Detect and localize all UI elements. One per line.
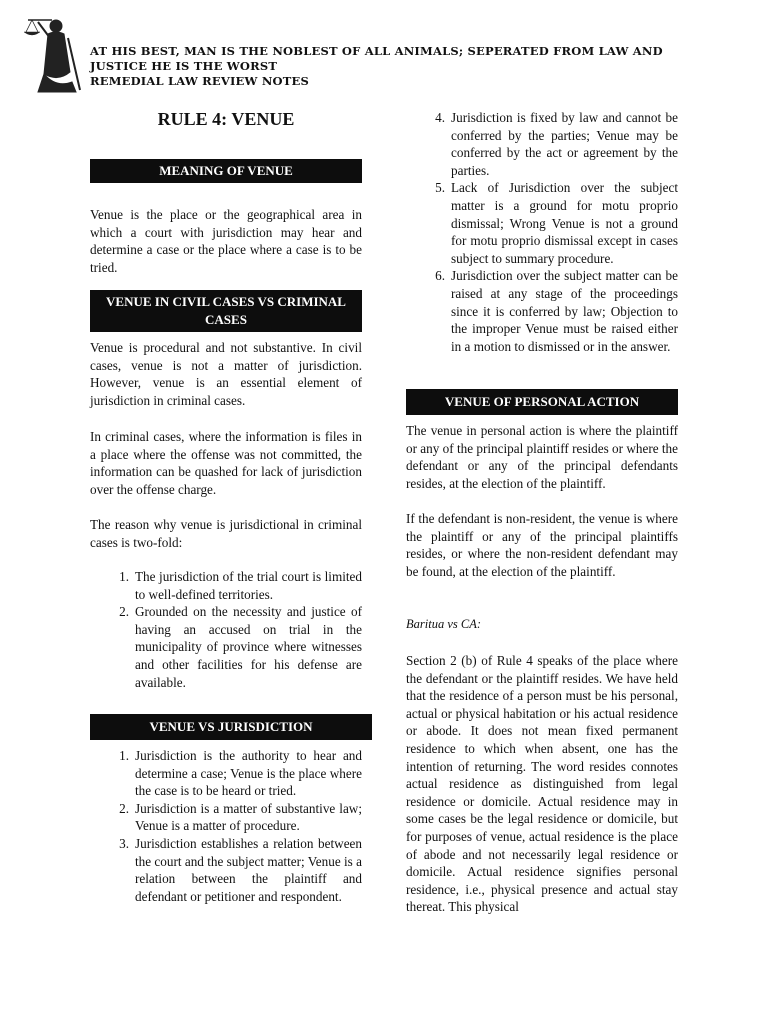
two-fold-list [107, 568, 362, 691]
personal-action-p2: If the defendant is non-resident, the venue is where the plaintiff or any of the principal plaintiffs resides, or where the non-resident defendant may be found, at the election of the plaintiff. [406, 511, 678, 579]
personal-action-p3: Section 2 (b) of Rule 4 speaks of the place where the defendant or the plaintiff resides. We have held that the residence of a person must be his personal, actual or physical habitation or his actual residence or abode. It does not mean fixed permanent residence to which when absent, one has the intention of returning. The word resides connotes actual residence as distinguished from legal residence or domicile. Actual residence may in some cases be the legal residence or domicile, but for purposes of venue, actual residence is the place of abode and not necessarily legal residence or domicile. Actual residence signifies personal residence, i.e., physical presence and actual stay thereat. This physical [406, 653, 678, 915]
list-number: 5. [435, 180, 445, 196]
header-motto-line1: AT HIS BEST, MAN IS THE NOBLEST OF ALL ANIMALS; SEPERATED FROM LAW AND [90, 44, 663, 58]
list-number: 1. [119, 748, 129, 763]
case-citation: Baritua vs CA: [406, 617, 481, 631]
list-number: 2. [119, 604, 129, 620]
civil-criminal-p3: The reason why venue is jurisdictional in criminal cases is two-fold: [90, 517, 362, 550]
list-number: 1. [119, 569, 129, 584]
venue-jurisdiction-list-right [423, 109, 678, 355]
header-subtitle: REMEDIAL LAW REVIEW NOTES [90, 74, 310, 88]
meaning-heading: MEANING OF VENUE [90, 159, 362, 183]
list-item [107, 568, 362, 603]
list-text: Jurisdiction is a matter of substantive law; Venue is a matter of procedure. [135, 800, 362, 834]
venue-jurisdiction-list-left [107, 747, 362, 905]
list-item [423, 267, 678, 355]
personal-action-p1: The venue in personal action is where the plaintiff or any of the principal plaintiff resides or where the defendant or any of the principal defendants resides, at the election of the plaintiff. [406, 423, 678, 491]
list-item [107, 603, 362, 691]
personal-action-heading: VENUE OF PERSONAL ACTION [406, 389, 678, 415]
civil-criminal-p2: In criminal cases, where the information is files in a place where the offense was not committed, the information can be quashed for lack of jurisdiction over the offense charge. [90, 429, 362, 497]
civil-criminal-heading: VENUE IN CIVIL CASES VS CRIMINAL CASES [90, 290, 362, 332]
list-number: 2. [119, 800, 129, 816]
list-text: Jurisdiction is the authority to hear and determine a case; Venue is the place where the case is to be heard or tried. [135, 748, 362, 799]
header-motto-line2: JUSTICE HE IS THE WORST [90, 59, 278, 73]
meaning-text: Venue is the place or the geographical area in which a court with jurisdiction may hear and determine a case or the place where a case is to be tried. [90, 207, 362, 275]
list-item [107, 835, 362, 905]
page-title: RULE 4: VENUE [157, 109, 295, 129]
list-text: The jurisdiction of the trial court is limited to well-defined territories. [135, 569, 362, 602]
list-number: 4. [435, 110, 445, 125]
civil-criminal-p1: Venue is procedural and not substantive. In civil cases, venue is not a matter of jurisdiction. However, venue is an essential element of jurisdiction in criminal cases. [90, 340, 362, 408]
page-header [90, 44, 710, 89]
list-item [107, 747, 362, 800]
list-text: Jurisdiction over the subject matter can be raised at any stage of the proceedings since it is conferred by law; Objection to the improper Venue must be raised either in a motion to dismissed or in the answer. [451, 268, 678, 354]
list-item [423, 109, 678, 179]
venue-jurisdiction-heading: VENUE VS JURISDICTION [90, 714, 372, 740]
list-text: Jurisdiction establishes a relation between the court and the subject matter; Venue is a relation between the plaintiff and defendant or petitioner and respondent. [135, 835, 362, 904]
list-text: Grounded on the necessity and justice of having an accused on trial in the municipality of province where witnesses and other facilities for his defense are available. [135, 604, 362, 690]
list-item [423, 179, 678, 267]
list-text: Lack of Jurisdiction over the subject matter is a ground for motu proprio dismissal; Wrong Venue is not a ground for motu proprio dismissal except in cases subject to summary procedure. [451, 180, 678, 266]
list-item [107, 800, 362, 835]
list-number: 6. [435, 268, 445, 284]
lady-justice-icon [18, 12, 88, 94]
list-text: Jurisdiction is fixed by law and cannot be conferred by the parties; Venue may be conferred by the act or agreement by the parties. [451, 110, 678, 178]
list-number: 3. [119, 835, 129, 851]
